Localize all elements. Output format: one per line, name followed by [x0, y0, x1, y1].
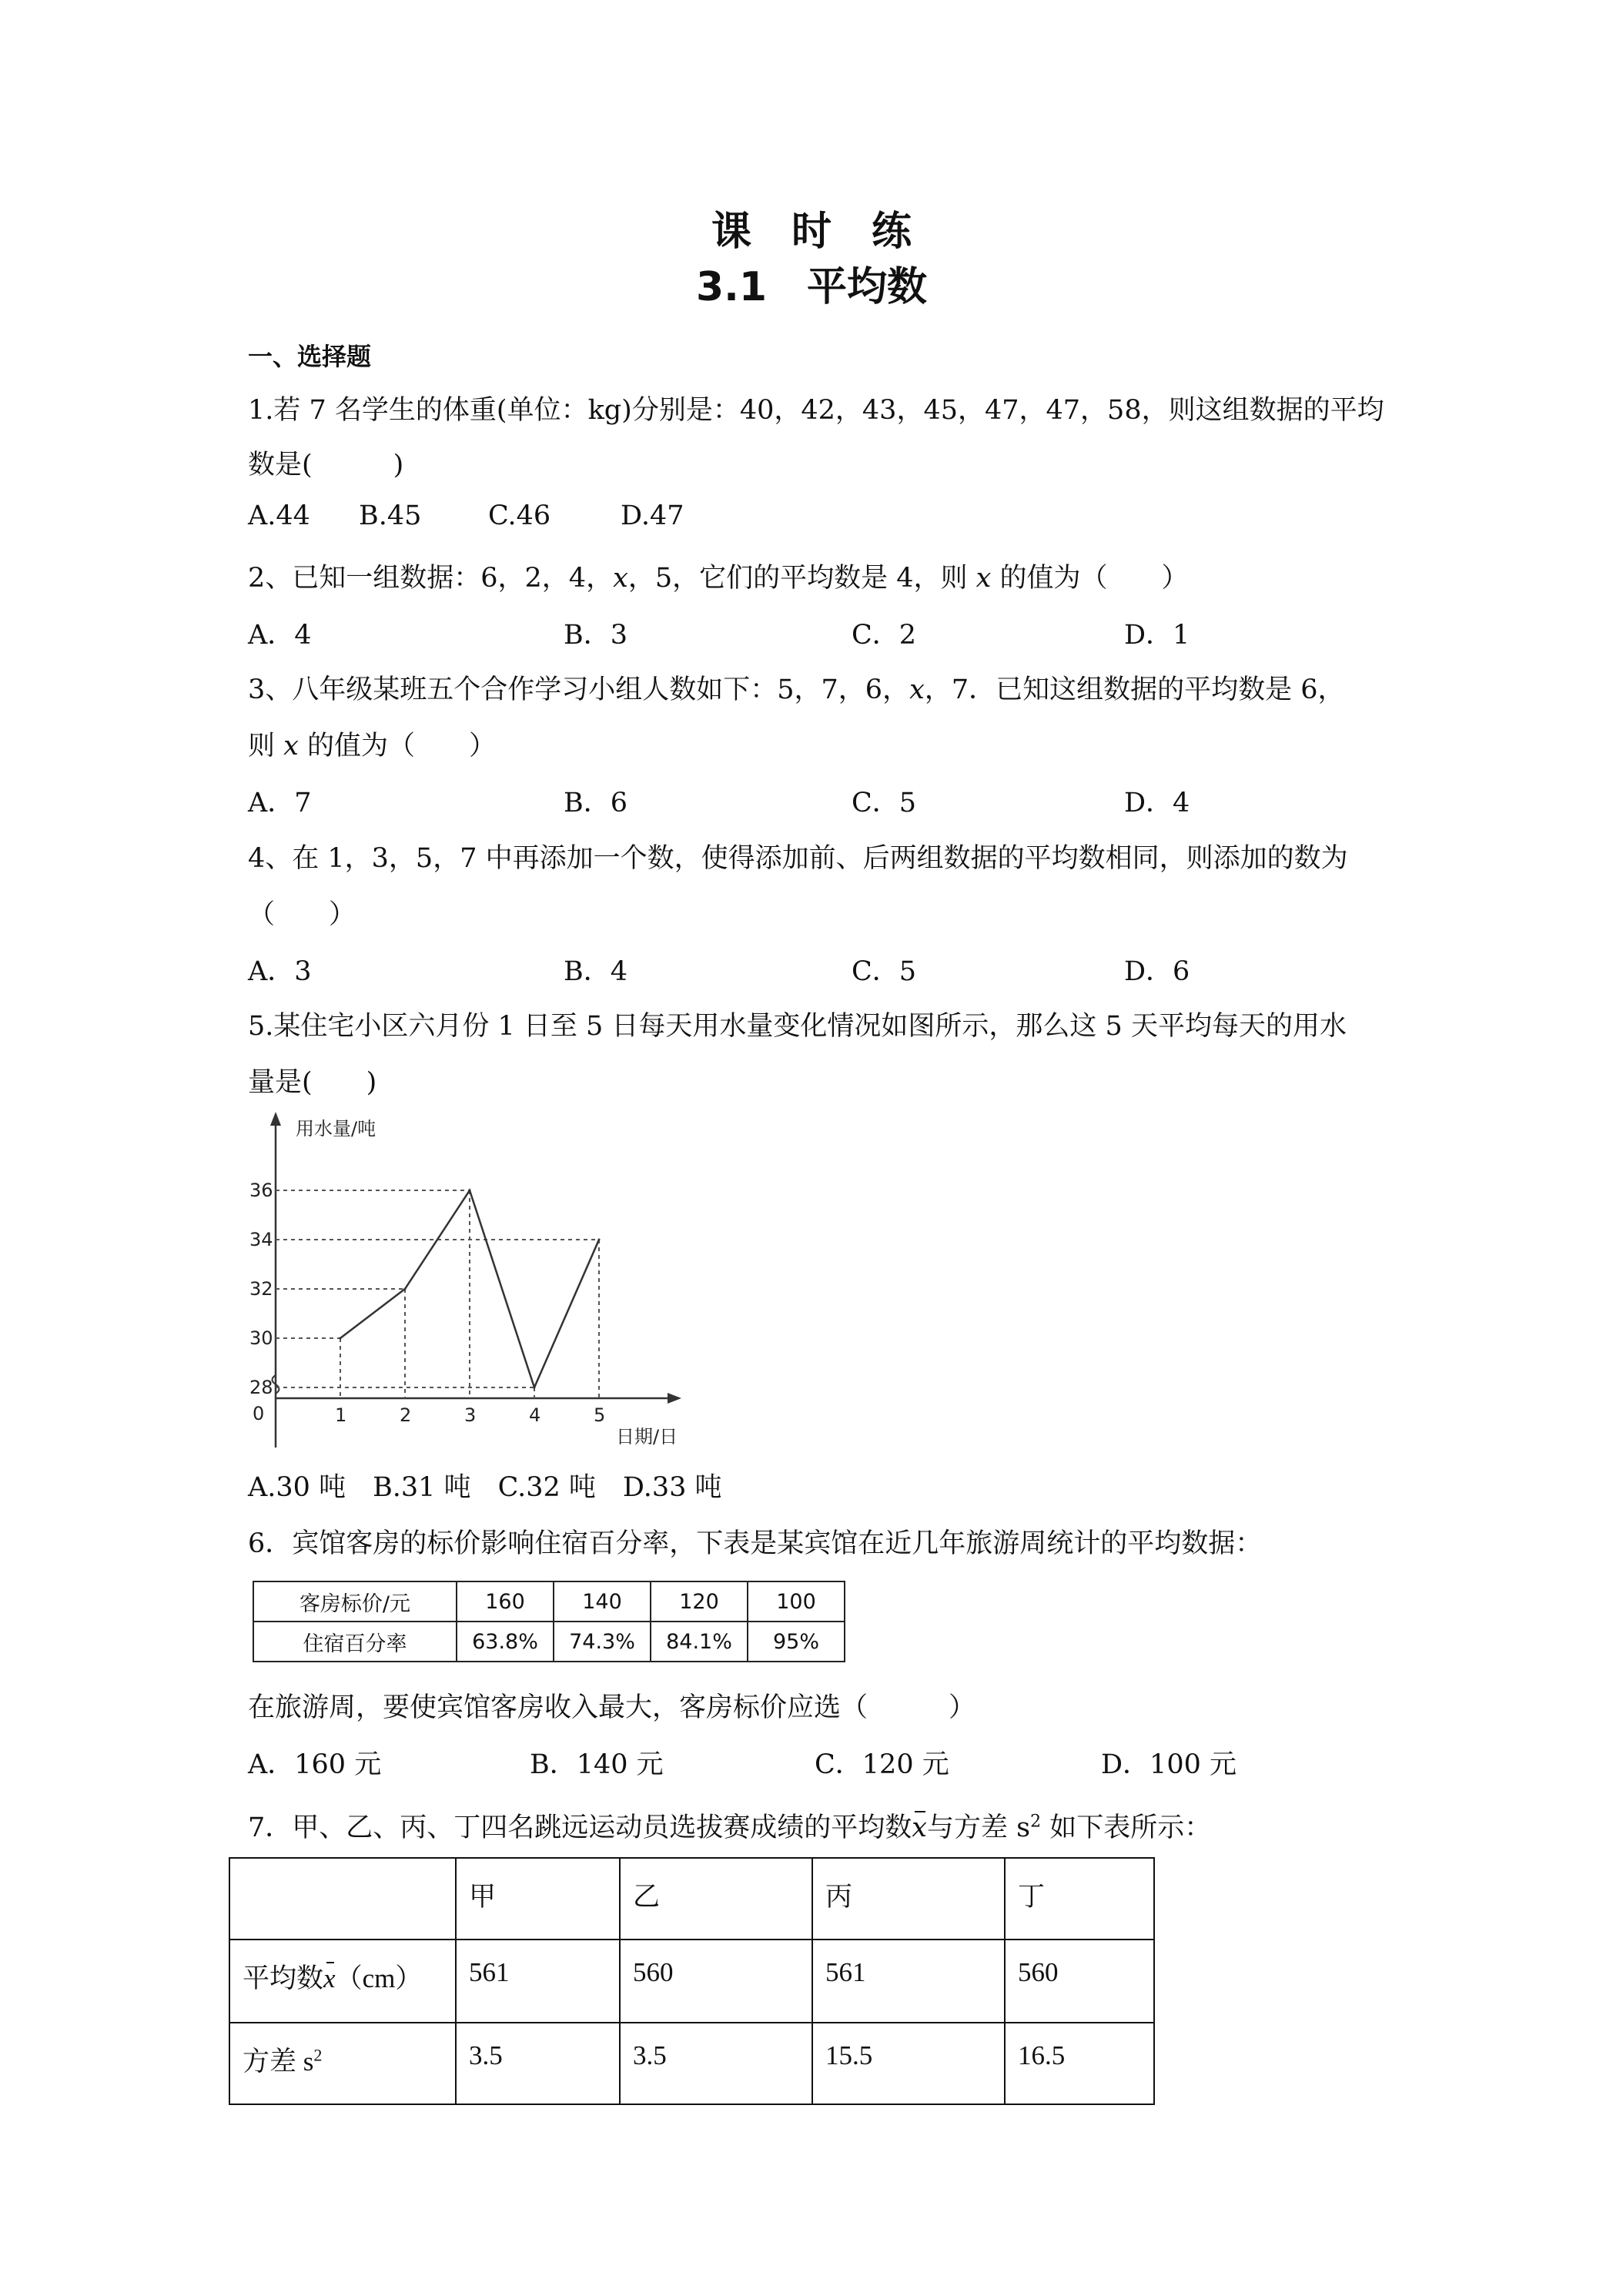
y-tick-label: 30	[249, 1327, 273, 1349]
q4-line2: （ ）	[248, 899, 356, 930]
q7-line1	[248, 1806, 1211, 1845]
origin-label: 0	[253, 1403, 265, 1424]
section-heading: 一、选择题	[248, 342, 372, 371]
data-point	[598, 1239, 601, 1241]
q7-text-a: 7．甲、乙、丙、丁四名跳远运动员选拔赛成绩的平均数	[248, 1812, 912, 1843]
q3-option-a: A．7	[248, 788, 312, 818]
q5-options: A.30 吨 B.31 吨 C.32 吨 D.33 吨	[248, 1472, 722, 1503]
table-cell: 140	[554, 1581, 651, 1622]
table-cell: 74.3%	[554, 1622, 651, 1662]
q3-var-x-2: x	[283, 731, 299, 761]
table-cell: 120	[651, 1581, 748, 1622]
x-tick-label: 4	[529, 1404, 541, 1426]
q1-line2: 数是( )	[248, 450, 404, 480]
q2-option-a: A．4	[248, 620, 312, 651]
q6-option-d: D．100 元	[1101, 1749, 1236, 1780]
table-cell: 客房标价/元	[253, 1581, 457, 1622]
q2-var-x: x	[613, 563, 628, 594]
q4-line1: 4、在 1，3，5，7 中再添加一个数，使得添加前、后两组数据的平均数相同，则添加的数为	[248, 843, 1348, 874]
table-row	[253, 1622, 845, 1662]
q2-line1	[248, 557, 1189, 595]
q3-line1	[248, 668, 1345, 707]
q3-option-c: C．5	[852, 788, 917, 818]
table-row	[229, 1940, 1154, 2023]
table-row	[229, 2023, 1154, 2104]
q2-option-b: B．3	[564, 620, 627, 651]
table-cell: 甲	[456, 1858, 620, 1940]
table-row	[229, 1858, 1154, 1940]
table-cell: 63.8%	[457, 1622, 554, 1662]
q5-line1: 5.某住宅小区六月份 1 日至 5 日每天用水量变化情况如图所示，那么这 5 天平均每天的用水	[248, 1011, 1347, 1042]
q3-option-b: B．6	[564, 788, 627, 818]
q4-option-b: B．4	[564, 956, 627, 987]
table-cell: 3.5	[456, 2023, 620, 2104]
q3-text-a: 3、八年级某班五个合作学习小组人数如下：5，7，6，	[248, 674, 910, 705]
q6-option-c: C．120 元	[815, 1749, 949, 1780]
y-tick-label: 32	[249, 1278, 273, 1300]
table-cell: 84.1%	[651, 1622, 748, 1662]
q1-option-c: C.46	[488, 500, 551, 531]
table-cell: 3.5	[620, 2023, 812, 2104]
q6-price-table	[253, 1581, 845, 1662]
table-cell: 560	[1005, 1940, 1154, 2023]
table-cell: 丁	[1005, 1858, 1154, 1940]
table-cell	[229, 2023, 456, 2104]
superscript: 2	[313, 2045, 323, 2065]
q6-option-a: A．160 元	[248, 1749, 382, 1780]
q3-text-d: 的值为（ ）	[298, 731, 497, 761]
table-cell: 丙	[812, 1858, 1005, 1940]
y-axis-label: 用水量/吨	[296, 1118, 376, 1140]
q2-option-c: C．2	[852, 620, 917, 651]
y-tick-label: 34	[249, 1229, 273, 1250]
q6-option-b: B．140 元	[530, 1749, 664, 1780]
q7-text-c: 如下表所示：	[1041, 1812, 1212, 1843]
x-axis-arrow	[668, 1393, 681, 1404]
water-usage-line-chart	[246, 1109, 693, 1463]
q7-athlete-table	[229, 1857, 1155, 2105]
table-cell: 住宿百分率	[253, 1622, 457, 1662]
table-cell	[229, 1940, 456, 2023]
q4-option-c: C．5	[852, 956, 917, 987]
q2-option-d: D．1	[1124, 620, 1190, 651]
page-title: 课 时 练	[711, 209, 912, 255]
table-cell: 15.5	[812, 2023, 1005, 2104]
table-cell: 乙	[620, 1858, 812, 1940]
row-label-unit: （cm）	[335, 1963, 423, 1993]
data-point	[469, 1190, 471, 1192]
q1-line1: 1.若 7 名学生的体重(单位：kg)分别是：40，42，43，45，47，47，58，则这组数据的平均	[248, 395, 1384, 426]
q6-line1: 6．宾馆客房的标价影响住宿百分率，下表是某宾馆在近几年旅游周统计的平均数据：	[248, 1528, 1263, 1559]
xbar-symbol: x	[323, 1963, 336, 1993]
x-tick-label: 1	[335, 1404, 347, 1426]
table-cell: 561	[812, 1940, 1005, 2023]
table-cell: 561	[456, 1940, 620, 2023]
data-point	[534, 1387, 536, 1389]
q5-line2: 量是( )	[248, 1067, 377, 1098]
table-cell	[229, 1858, 456, 1940]
y-tick-label: 36	[249, 1180, 273, 1201]
row-label: 方差 s	[243, 2047, 314, 2077]
q2-text-b: ，5，它们的平均数是 4，则	[627, 563, 976, 594]
y-axis-arrow	[270, 1112, 281, 1126]
q4-option-d: D．6	[1124, 956, 1190, 987]
q1-option-d: D.47	[621, 500, 684, 531]
page-subtitle: 3.1 平均数	[695, 264, 928, 310]
data-point	[340, 1337, 342, 1340]
table-cell: 100	[748, 1581, 845, 1622]
table-cell: 95%	[748, 1622, 845, 1662]
q4-option-a: A．3	[248, 956, 312, 987]
x-tick-label: 2	[400, 1404, 412, 1426]
q2-text-a: 2、已知一组数据：6，2，4，	[248, 563, 614, 594]
row-label: 平均数	[243, 1963, 324, 1993]
x-axis-label: 日期/日	[616, 1426, 678, 1448]
q3-var-x: x	[909, 674, 925, 705]
q6-line2: 在旅游周，要使宾馆客房收入最大，客房标价应选（ ）	[248, 1692, 976, 1723]
superscript: 2	[1030, 1812, 1042, 1832]
table-row	[253, 1581, 845, 1622]
table-cell: 560	[620, 1940, 812, 2023]
xbar-symbol: x	[912, 1812, 928, 1843]
q2-text-c: 的值为（ ）	[991, 563, 1189, 594]
x-tick-label: 3	[464, 1404, 477, 1426]
q7-text-b: 与方差 s	[927, 1812, 1031, 1843]
q1-option-b: B.45	[359, 500, 422, 531]
q2-var-x-2: x	[975, 563, 992, 594]
q3-text-c: 则	[248, 731, 284, 761]
x-tick-label: 5	[594, 1404, 606, 1426]
data-point	[404, 1288, 407, 1290]
q1-option-a: A.44	[248, 500, 310, 531]
table-cell: 16.5	[1005, 2023, 1154, 2104]
q3-text-b: ，7．已知这组数据的平均数是 6，	[924, 674, 1345, 705]
y-tick-label: 28	[249, 1377, 273, 1398]
table-cell: 160	[457, 1581, 554, 1622]
q3-line2	[248, 725, 496, 763]
q3-option-d: D．4	[1124, 788, 1190, 818]
